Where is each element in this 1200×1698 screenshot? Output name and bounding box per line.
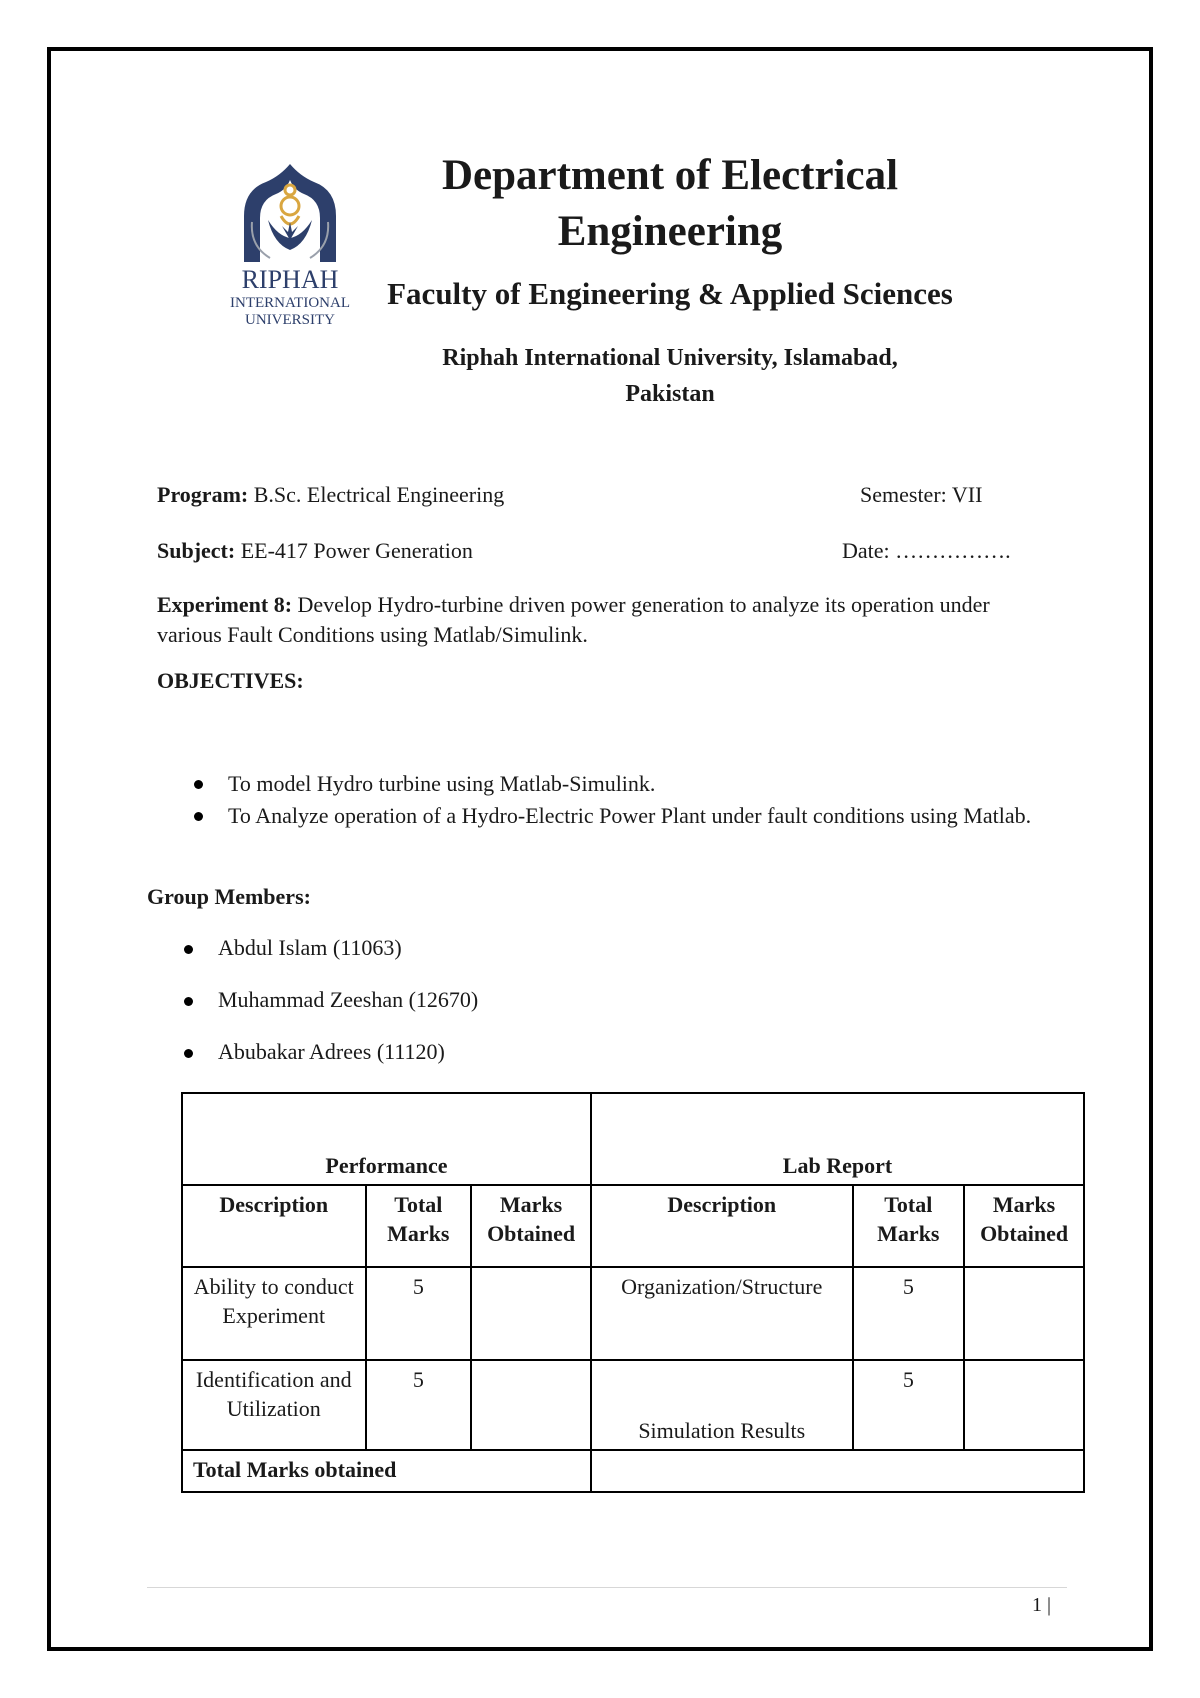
university-logo (222, 160, 358, 335)
group-member: Muhammad Zeeshan (12670) (182, 987, 478, 1039)
col-marks-obtained: Marks Obtained (471, 1185, 591, 1267)
subject-label: Subject: (157, 538, 236, 563)
col-marks-obtained: Marks Obtained (964, 1185, 1084, 1267)
department-title-line2: Engineering (557, 208, 783, 255)
col-description: Description (591, 1185, 853, 1267)
objective-item: To model Hydro turbine using Matlab-Simulink. (190, 770, 1070, 798)
cell-lab-total: 5 (853, 1360, 965, 1450)
logo-text-riphah: RIPHAH (241, 265, 339, 294)
objective-item: To Analyze operation of a Hydro-Electric Power Plant under fault conditions using Matlab. (190, 802, 1070, 830)
objectives-title: OBJECTIVES: (157, 668, 304, 693)
cell-lab-description: Simulation Results (591, 1360, 853, 1450)
semester: Semester: VII (860, 482, 983, 507)
program-line (157, 482, 504, 508)
logo-text-university: UNIVERSITY (245, 312, 335, 328)
cell-performance-total: 5 (366, 1360, 472, 1450)
experiment-text: Develop Hydro-turbine driven power generation to analyze its operation under various Fault Conditions using Matlab/Simulink. (157, 592, 990, 647)
cell-performance-obtained (471, 1267, 591, 1360)
performance-header: Performance (182, 1093, 591, 1185)
cell-lab-description: Organization/Structure (591, 1267, 853, 1360)
group-members-title: Group Members: (147, 884, 311, 909)
footer-divider (147, 1587, 1067, 1588)
department-title (400, 148, 940, 260)
page-number: 1 | (1032, 1594, 1052, 1616)
subject-value: EE-417 Power Generation (235, 538, 473, 563)
subject-line (157, 538, 473, 564)
col-total-marks: Total Marks (366, 1185, 472, 1267)
objectives-list (190, 770, 1070, 834)
cell-performance-description: Identification and Utilization (182, 1360, 366, 1450)
group-members-list (182, 935, 478, 1091)
cell-lab-total: 5 (853, 1267, 965, 1360)
experiment-description (157, 590, 1057, 650)
group-member: Abubakar Adrees (11120) (182, 1039, 478, 1091)
experiment-label: Experiment 8: (157, 592, 293, 617)
date-field: Date: ……………. (842, 538, 1011, 563)
col-total-marks: Total Marks (853, 1185, 965, 1267)
table-row (182, 1267, 1084, 1360)
group-member: Abdul Islam (11063) (182, 935, 478, 987)
cell-performance-obtained (471, 1360, 591, 1450)
total-marks-label: Total Marks obtained (182, 1450, 591, 1492)
university-line1: Riphah International University, Islamabad, (442, 345, 898, 371)
lab-report-header: Lab Report (591, 1093, 1084, 1185)
cell-performance-description: Ability to conduct Experiment (182, 1267, 366, 1360)
faculty-title: Faculty of Engineering & Applied Sciences (387, 276, 953, 311)
cell-performance-total: 5 (366, 1267, 472, 1360)
university-name (390, 340, 950, 412)
table-row (182, 1360, 1084, 1450)
total-marks-value (591, 1450, 1084, 1492)
logo-text-international: INTERNATIONAL (230, 295, 350, 311)
university-line2: Pakistan (625, 381, 715, 407)
marks-table (181, 1092, 1085, 1493)
col-description: Description (182, 1185, 366, 1267)
program-label: Program: (157, 482, 249, 507)
department-title-line1: Department of Electrical (441, 152, 899, 199)
cell-lab-obtained (964, 1360, 1084, 1450)
program-value: B.Sc. Electrical Engineering (248, 482, 505, 507)
cell-lab-obtained (964, 1267, 1084, 1360)
